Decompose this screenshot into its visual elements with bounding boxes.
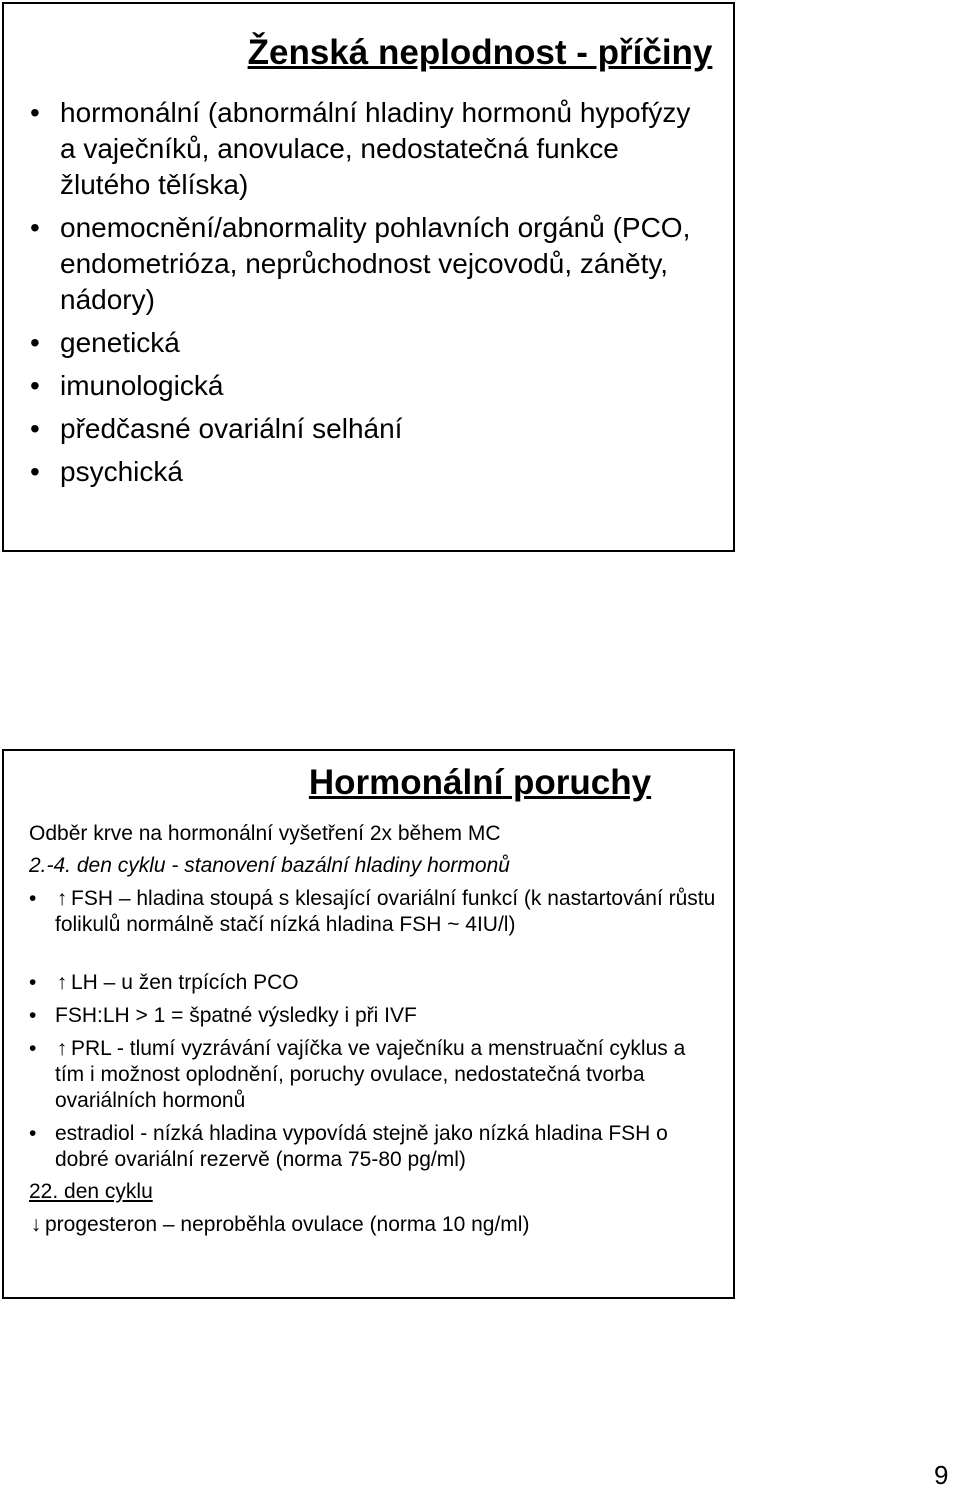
slide-2-title: Hormonální poruchy: [308, 763, 652, 802]
intro-line-1: Odběr krve na hormonální vyšetření 2x během MC: [29, 822, 501, 845]
bullet-icon: •: [29, 887, 37, 910]
list-item: • psychická: [30, 454, 710, 490]
list-item: • imunologická: [30, 368, 710, 404]
progesterone-line: ↓ progesteron – neproběhla ovulace (norma 10 ng/ml): [30, 1213, 530, 1236]
bullet-icon: •: [30, 97, 40, 128]
list-item: • onemocnění/abnormality pohlavních orgánů (PCO, endometrióza, neprůchodnost vejcovodů, záněty, nádory): [30, 212, 691, 315]
slide-1-bullet-list: [30, 95, 710, 497]
list-item: • FSH:LH > 1 = špatné výsledky i při IVF: [29, 1004, 417, 1027]
bullet-icon: •: [30, 413, 40, 444]
list-item: • genetická: [30, 325, 710, 361]
bullet-icon: •: [30, 327, 40, 358]
arrow-down-icon: ↓: [30, 1213, 42, 1236]
arrow-up-icon: ↑: [56, 971, 68, 994]
bullet-icon: •: [29, 1004, 37, 1027]
bullet-icon: •: [30, 212, 40, 243]
list-item: • hormonální (abnormální hladiny hormonů hypofýzy a vaječníků, anovulace, nedostatečná funkce žlutého tělíska): [30, 97, 691, 200]
list-item: • ↑ FSH – hladina stoupá s klesající ovariální funkcí (k nastartování růstu folikulů normálně stačí nízká hladina FSH ~ 4IU/l): [29, 887, 716, 936]
list-item: • ↑ LH – u žen trpících PCO: [29, 971, 299, 994]
bullet-icon: •: [29, 971, 37, 994]
list-item: • estradiol - nízká hladina vypovídá stejně jako nízká hladina FSH o dobré ovariální rezervě (norma 75-80 pg/ml): [29, 1122, 668, 1171]
bullet-icon: •: [30, 456, 40, 487]
intro-line-2: 2.-4. den cyklu - stanovení bazální hladiny hormonů: [29, 854, 510, 877]
arrow-up-icon: ↑: [56, 887, 68, 910]
bullet-icon: •: [30, 370, 40, 401]
arrow-up-icon: ↑: [56, 1037, 68, 1060]
bullet-icon: •: [29, 1122, 37, 1145]
list-item: • ↑ PRL - tlumí vyzrávání vajíčka ve vaječníku a menstruační cyklus a tím i možnost oplodnění, poruchy ovulace, nedostatečná tvorba ovariálních hormonů: [29, 1037, 686, 1112]
bullet-icon: •: [29, 1037, 37, 1060]
page-number: 9: [934, 1460, 949, 1490]
day-22-label: 22. den cyklu: [29, 1180, 153, 1203]
list-item: • předčasné ovariální selhání: [30, 411, 710, 447]
slide-1-title: Ženská neplodnost - příčiny: [247, 33, 713, 72]
